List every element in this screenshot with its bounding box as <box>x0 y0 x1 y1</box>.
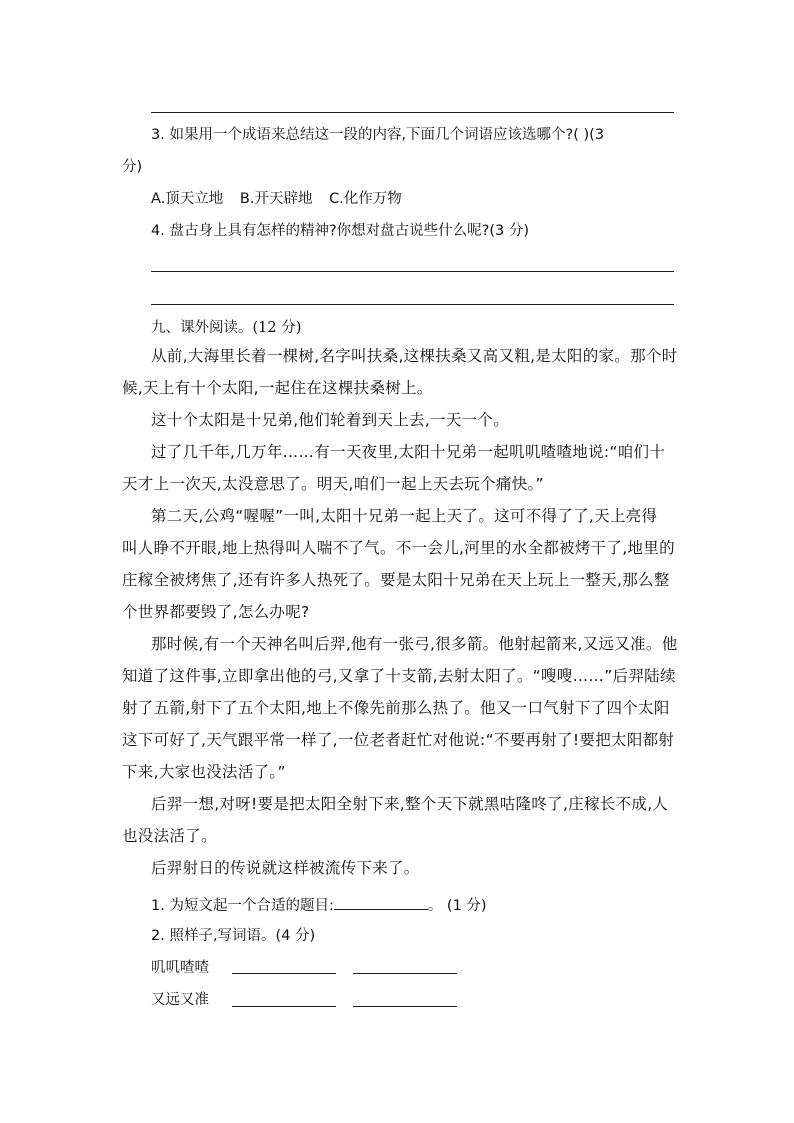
question-4: 4. 盘古身上具有怎样的精神?你想对盘古说些什么呢?(3 分) <box>151 223 529 239</box>
option-a[interactable]: A.顶天立地 <box>151 191 224 207</box>
passage-line: 后羿一想,对呀!要是把太阳全射下来,整个天下就黑咕隆咚了,庄稼长不成,人 <box>151 795 669 813</box>
question-3-line-1: 3. 如果用一个成语来总结这一段的内容,下面几个词语应该选哪个?( )(3 <box>151 127 605 143</box>
passage-line: 候,天上有十个太阳,一起住在这棵扶桑树上。 <box>122 379 433 397</box>
title-blank[interactable] <box>334 894 428 910</box>
passage-line: 过了几千年,几万年……有一天夜里,太阳十兄弟一起叽叽喳喳地说:“咱们十 <box>151 443 666 461</box>
passage-line: 后羿射日的传说就这样被流传下来了。 <box>151 859 420 877</box>
section-heading: 九、课外阅读。(12 分) <box>151 320 302 336</box>
passage-line: 天才上一次天,太没意思了。明天,咱们一起上天去玩个痛快。” <box>122 475 544 493</box>
answer-blank[interactable] <box>232 973 336 974</box>
passage-line: 这十个太阳是十兄弟,他们轮着到天上去,一天一个。 <box>151 411 510 429</box>
task-1-text: 1. 为短文起一个合适的题目: <box>151 898 334 914</box>
option-b[interactable]: B.开天辟地 <box>239 191 313 207</box>
passage-line: 那时候,有一个天神名叫后羿,他有一张弓,很多箭。他射起箭来,又远又准。他 <box>151 635 678 653</box>
example-word-2: 又远又准 <box>151 992 209 1008</box>
answer-line[interactable] <box>151 271 674 272</box>
passage-line: 知道了这件事,立即拿出他的弓,又拿了十支箭,去射太阳了。“嗖嗖……”后羿陆续 <box>122 667 676 685</box>
task-1 <box>151 894 487 916</box>
answer-blank[interactable] <box>353 973 457 974</box>
passage-line: 叫人睁不开眼,地上热得叫人喘不了气。不一会儿,河里的水全都被烤干了,地里的 <box>122 539 675 557</box>
passage-line: 这下可好了,天气跟平常一样了,一位老者赶忙对他说:“不要再射了!要把太阳都射 <box>122 731 675 749</box>
answer-line[interactable] <box>151 112 674 113</box>
passage-line: 射了五箭,射下了五个太阳,地上不像先前那么热了。他又一口气射下了四个太阳 <box>122 699 670 717</box>
task-2: 2. 照样子,写词语。(4 分) <box>151 928 316 944</box>
passage-line: 从前,大海里长着一棵树,名字叫扶桑,这棵扶桑又高又粗,是太阳的家。那个时 <box>151 347 678 365</box>
option-c[interactable]: C.化作万物 <box>329 191 402 207</box>
passage-line: 个世界都要毁了,怎么办呢? <box>122 603 310 621</box>
answer-blank[interactable] <box>232 1006 336 1007</box>
passage-line: 也没法活了。 <box>122 827 217 845</box>
answer-line[interactable] <box>151 304 674 305</box>
answer-blank[interactable] <box>353 1006 457 1007</box>
passage-line: 庄稼全被烤焦了,还有许多人热死了。要是太阳十兄弟在天上玩上一整天,那么整 <box>122 571 670 589</box>
question-3-options <box>151 189 414 209</box>
example-word-1: 叽叽喳喳 <box>151 960 209 976</box>
question-3-line-2: 分) <box>122 159 143 175</box>
task-1-suffix: 。 (1 分) <box>427 898 487 914</box>
passage-line: 第二天,公鸡“喔喔”一叫,太阳十兄弟一起上天了。这可不得了了,天上亮得 <box>151 507 658 525</box>
passage-line: 下来,大家也没法活了。” <box>122 763 286 781</box>
